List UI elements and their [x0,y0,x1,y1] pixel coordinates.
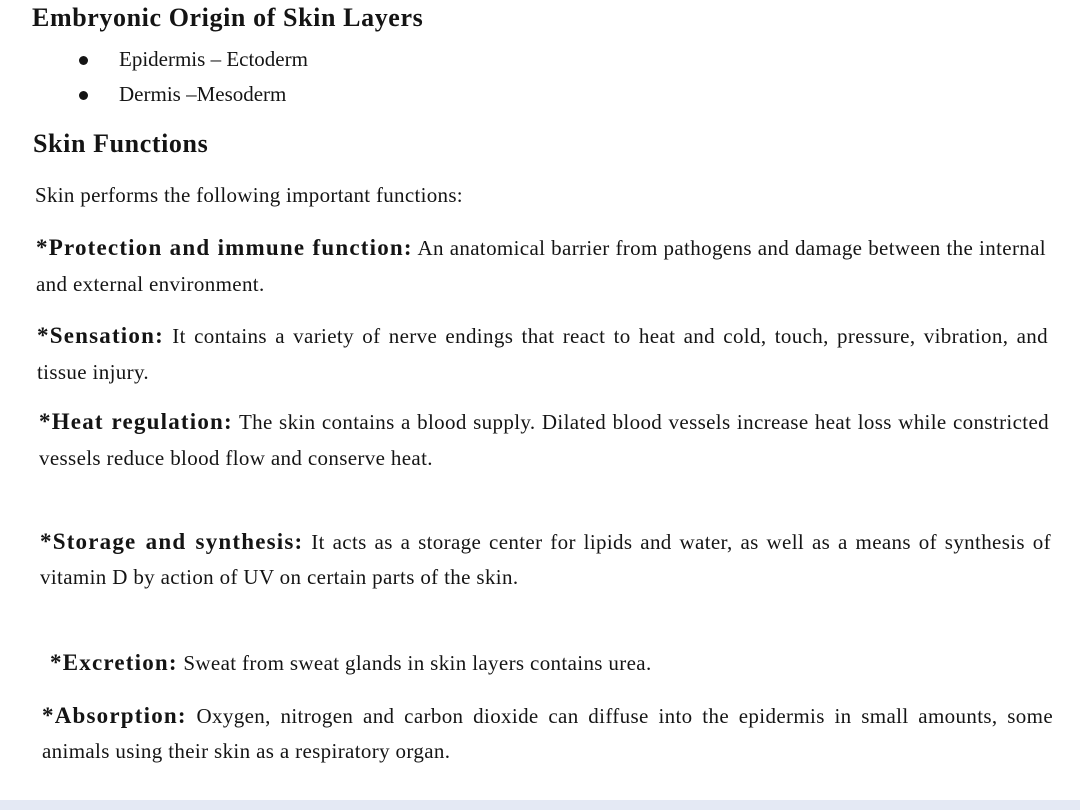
bullet-icon [79,91,88,100]
function-paragraph-excretion [50,645,1050,681]
function-paragraph-absorption [42,698,1053,769]
function-text: It acts as a storage center for lipids and water, as well as a means of synthesis of vitamin D by action of UV on certain parts of the skin. [40,530,1051,589]
function-paragraph-heat-regulation [39,404,1049,476]
function-term: *Absorption: [42,703,187,728]
list-item-text: Dermis –Mesoderm [119,82,287,106]
function-text: The skin contains a blood supply. Dilated blood vessels increase heat loss while constricted vessels reduce blood flow and conserve heat. [39,410,1049,470]
bullet-icon [79,56,88,65]
function-term: *Excretion: [50,650,178,675]
function-paragraph-storage [40,524,1051,595]
functions-intro: Skin performs the following important functions: [35,183,463,207]
function-term: *Sensation: [37,323,164,348]
function-text: It contains a variety of nerve endings that react to heat and cold, touch, pressure, vibration, and tissue injury. [37,324,1048,384]
embryonic-origin-heading: Embryonic Origin of Skin Layers [32,3,424,32]
function-paragraph-protection [36,230,1046,302]
list-item-text: Epidermis – Ectoderm [119,47,308,71]
function-text: Oxygen, nitrogen and carbon dioxide can diffuse into the epidermis in small amounts, some animals using their skin as a respiratory organ. [42,704,1053,763]
function-term: *Heat regulation: [39,409,233,434]
function-text: Sweat from sweat glands in skin layers contains urea. [177,651,652,675]
function-term: *Protection and immune function: [36,235,413,260]
function-text: An anatomical barrier from pathogens and damage between the internal and external environment. [36,236,1046,296]
skin-functions-heading: Skin Functions [33,129,209,158]
bottom-edge-strip [0,800,1080,810]
list-item [76,44,308,79]
list-item [76,79,308,114]
function-paragraph-sensation [37,318,1048,390]
embryonic-origin-list [76,44,308,114]
function-term: *Storage and synthesis: [40,529,304,554]
